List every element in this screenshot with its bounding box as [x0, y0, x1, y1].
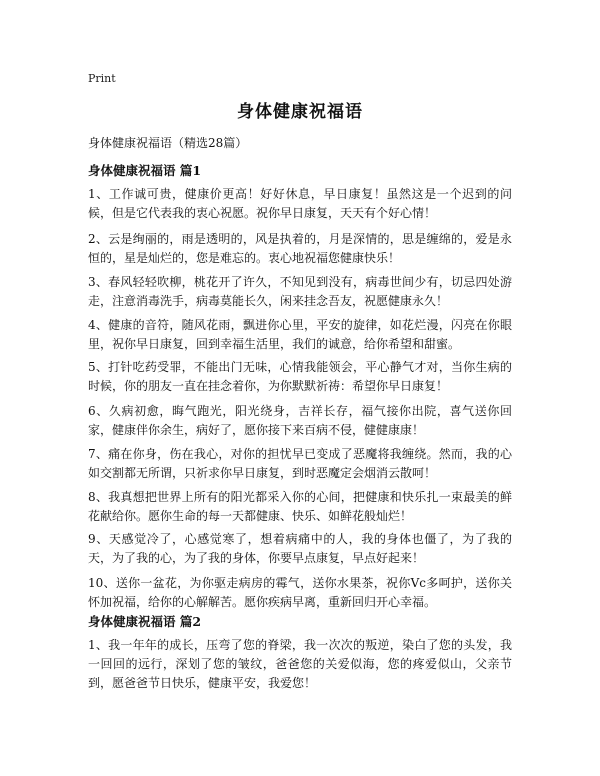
page-subtitle: 身体健康祝福语（精选28篇）	[88, 136, 248, 150]
page-title: 身体健康祝福语	[237, 102, 363, 122]
paragraph: 6、久病初愈，晦气跑光，阳光绕身，吉祥长存，福气接你出院，喜气送你回家，健康伴你余生，病好了，愿你接下来百病不侵，健健康康！	[88, 404, 512, 437]
paragraph: 8、我真想把世界上所有的阳光都采入你的心间，把健康和快乐扎一束最美的鲜花献给你。愿你生命的每一天都健康、快乐、如鲜花般灿烂！	[88, 490, 512, 523]
print-label[interactable]: Print	[88, 72, 116, 85]
paragraph: 1、我一年年的成长，压弯了您的脊梁，我一次次的叛逆，染白了您的头发，我一回回的远行，深划了您的皱纹，爸爸您的关爱似海，您的疼爱似山，父亲节到，愿爸爸节日快乐，健康平安，我爱您！	[88, 638, 512, 690]
paragraph: 5、打针吃药受罪，不能出门无味，心情我能领会，平心静气才对，当你生病的时候，你的朋友一直在挂念着你，为你默默祈祷：希望你早日康复！	[88, 360, 512, 393]
section-heading-1: 身体健康祝福语 篇1	[88, 163, 202, 178]
paragraph: 4、健康的音符，随风花雨，飘进你心里，平安的旋律，如花烂漫，闪亮在你眼里，祝你早日康复，回到幸福生活里，我们的诚意，给你希望和甜蜜。	[88, 318, 512, 351]
paragraph: 2、云是绚丽的，雨是透明的，风是执着的，月是深情的，思是缠绵的，爱是永恒的，星是灿烂的，您是难忘的。衷心地祝福您健康快乐！	[88, 232, 512, 265]
paragraph: 10、送你一盆花，为你驱走病房的霉气，送你水果茶，祝你Vc多呵护，送你关怀加祝福，给你的心解解苦。愿你疾病早离，重新回归开心幸福。	[88, 576, 512, 609]
paragraph: 7、痛在你身，伤在我心，对你的担忧早已变成了恶魔将我缠绕。然而，我的心如交割都无所谓，只祈求你早日康复，到时恶魔定会烟消云散呵！	[88, 447, 512, 480]
paragraph: 9、天感觉冷了，心感觉寒了，想着病痛中的人，我的身体也僵了，为了我的天，为了我的心，为了我的身体，你要早点康复，早点好起来！	[88, 532, 512, 565]
section-heading-2: 身体健康祝福语 篇2	[88, 614, 202, 629]
paragraph: 1、工作诚可贵，健康价更高！好好休息，早日康复！虽然这是一个迟到的问候，但是它代表我的衷心祝愿。祝你早日康复，天天有个好心情！	[88, 187, 512, 220]
paragraph: 3、春风轻轻吹柳，桃花开了许久，不知见到没有，病毒世间少有，切忌四处游走，注意消毒洗手，病毒莫能长久，闲来挂念吾友，祝愿健康永久！	[88, 275, 512, 308]
